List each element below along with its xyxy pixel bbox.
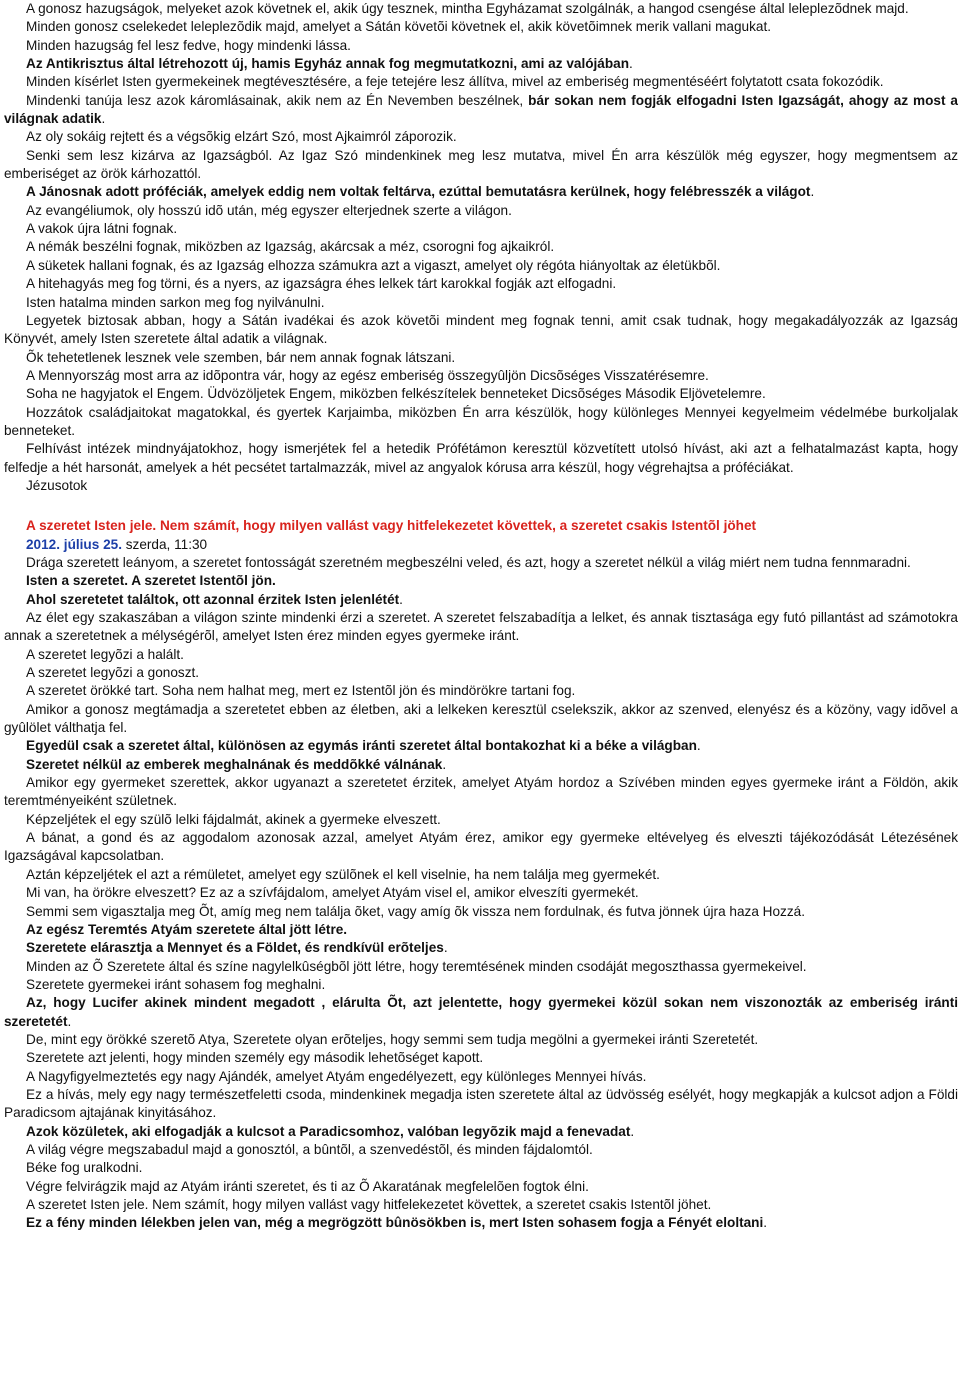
- paragraph: [4, 536, 958, 554]
- text-segment: Szeretet nélkül az emberek meghalnának és meddõkké válnának: [26, 756, 443, 772]
- paragraph: [4, 554, 958, 572]
- paragraph: [4, 1031, 958, 1049]
- text-segment: Az Antikrisztus által létrehozott új, hamis Egyház annak fog megmutatkozni, ami az valójában: [26, 56, 630, 72]
- paragraph: [4, 349, 958, 367]
- section-title: A szeretet Isten jele. Nem számít, hogy milyen vallást vagy hitfelekezetet követtek, a szeretet csakis Istentõl jöhet: [26, 518, 757, 534]
- paragraph: [4, 385, 958, 403]
- text-segment: Az oly sokáig rejtett és a végsõkig elzárt Szó, most Ajkaimról záporozik.: [26, 129, 457, 145]
- paragraph: [4, 18, 958, 36]
- text-segment: Minden kísérlet Isten gyermekeinek megtévesztésére, a feje tetejére lesz állítva, mivel az emberiség megmentéséért folytatott csata fokozódik.: [26, 74, 884, 90]
- text-segment: Szeretete azt jelenti, hogy minden személy egy második lehetõséget kapott.: [26, 1050, 484, 1066]
- text-segment: Ez a fény minden lélekben jelen van, még a megrögzött bûnösökben is, mert Isten sohasem fogja a Fényét eloltani: [26, 1215, 764, 1231]
- text-segment: Drága szeretett leányom, a szeretet fontosságát szeretném megbeszélni veled, és azt, hogy a szeretet nélkül a világ miért nem tudna fennmaradni.: [26, 554, 911, 570]
- paragraph: [4, 609, 958, 646]
- paragraph: [4, 128, 958, 146]
- text-segment: .: [67, 1013, 72, 1029]
- text-segment: .: [810, 184, 815, 200]
- text-segment: .: [443, 940, 448, 956]
- text-segment: Minden az Õ Szeretete által és színe nagylelkûségbõl jött létre, hogy teremtésének minden csodáját megoszthassa gyermekeivel.: [26, 958, 807, 974]
- paragraph: [4, 829, 958, 866]
- text-segment: Béke fog uralkodni.: [26, 1160, 143, 1176]
- paragraph: [4, 37, 958, 55]
- text-segment: A szeretet Isten jele. Nem számít, hogy milyen vallást vagy hitfelekezetet követtek, a szeretet csakis Istentõl jöhet.: [26, 1197, 712, 1212]
- text-segment: A némák beszélni fognak, miközben az Igazság, akárcsak a méz, csorogni fog ajkaikról.: [26, 239, 555, 255]
- paragraph: [4, 238, 958, 256]
- message-date: 2012. július 25.: [26, 536, 122, 552]
- text-segment: A Jánosnak adott próféciák, amelyek eddig nem voltak feltárva, ezúttal bemutatásra kerülnek, hogy felébresszék a világot: [26, 184, 811, 200]
- text-segment: A Mennyország most arra az idõpontra vár, hogy az egész emberiség összegyûljön Dicsõséges Visszatérésemre.: [26, 367, 709, 383]
- paragraph: [4, 220, 958, 238]
- paragraph: [4, 884, 958, 902]
- text-segment: .: [629, 56, 633, 72]
- text-segment: A Nagyfigyelmeztetés egy nagy Ajándék, amelyet Atyám engedélyezett, egy különleges Mennyei hívás.: [26, 1068, 647, 1084]
- paragraph: [4, 646, 958, 664]
- text-segment: Minden hazugság fel lesz fedve, hogy mindenki lássa.: [26, 37, 351, 53]
- paragraph: [4, 756, 958, 774]
- text-segment: Ez a hívás, mely egy nagy természetfeletti csoda, mindenkinek megadja isten szeretete által az üdvösség esélyét, hogy megkapják a kulcsot adjon a Földi Paradicsom ajtajának kinyitásához.: [4, 1086, 958, 1121]
- text-segment: bár sokan nem fogják elfogadni Isten Igazságát, ahogy az most a világnak adatik: [4, 92, 958, 127]
- text-segment: Semmi sem vigasztalja meg Õt, amíg meg nem találja õket, vagy amíg õk vissza nem fordulnak, és futva jönnek újra haza Hozzá.: [26, 903, 805, 919]
- paragraph: [4, 55, 958, 73]
- text-segment: A szeretet legyõzi a halált.: [26, 646, 184, 662]
- text-segment: A hitehagyás meg fog törni, és a nyers, az igazságra éhes lelkek tárt karokkal fogják azt elfogadni.: [26, 276, 617, 292]
- paragraph: [4, 1123, 958, 1141]
- paragraph: [4, 0, 958, 18]
- text-segment: .: [696, 738, 701, 754]
- paragraph: [4, 976, 958, 994]
- paragraph: [4, 737, 958, 755]
- text-segment: Képzeljétek el egy szülõ lelki fájdalmát, akinek a gyermeke elveszett.: [26, 811, 441, 827]
- text-segment: Hozzátok családjaitokat magatokkal, és gyertek Karjaimba, miközben Én arra készülök, hogy különleges Mennyei kegyelmeim védelmébe burkoljalak benneteket.: [4, 404, 958, 438]
- text-segment: De, mint egy örökké szeretõ Atya, Szeretete olyan erõteljes, hogy semmi sem tudja megölni a gyermekei iránti Szeretetét.: [26, 1031, 759, 1047]
- text-segment: Jézusotok: [26, 477, 88, 493]
- text-segment: A világ végre megszabadul majd a gonosztól, a bûntõl, a szenvedéstõl, és minden fájdalomtól.: [26, 1141, 593, 1157]
- text-segment: Az, hogy Lucifer akinek mindent megadott , elárulta Õt, azt jelentette, hogy gyermekei közül sokan nem viszonozták az emberiség iránti szeretetét: [4, 995, 958, 1029]
- text-segment: szerda, 11:30: [121, 536, 208, 552]
- paragraph: [4, 517, 958, 535]
- text-segment: Szeretete gyermekei iránt sohasem fog meghalni.: [26, 976, 326, 992]
- paragraph: [4, 312, 958, 349]
- text-segment: Az élet egy szakaszában a világon szinte mindenki érzi a szeretet. A szeretet felszabadítja a lelket, és annak tisztasága egy futó pillantást ad számotokra annak a szeretetnek a mélységérõl, amelyet Isten érez minden egyes gyermeke iránt.: [4, 610, 958, 644]
- text-segment: A szeretet legyõzi a gonoszt.: [26, 665, 200, 681]
- text-segment: Soha ne hagyjatok el Engem. Üdvözöljetek Engem, miközben felkészítelek benneteket Dicsõséges Második Eljövetelemre.: [26, 386, 766, 402]
- text-segment: A vakok újra látni fognak.: [26, 221, 178, 237]
- text-segment: .: [442, 756, 447, 772]
- paragraph: [4, 572, 958, 590]
- text-segment: Végre felvirágzik majd az Atyám iránti szeretet, és ti az Õ Akaratának megfelelõen fogtok élni.: [26, 1178, 589, 1194]
- text-segment: Felhívást intézek mindnyájatokhoz, hogy ismerjétek fel a hetedik Prófétámon keresztül közvetített utolsó hívást, aki azt a felhatalmazást kapta, hogy felfedje a hét harsonát, amelyek a hét pecsétet tartalmazzák, mivel az angyalok kórusa arra készül, hogy végrehajtsa a próféciákat.: [4, 441, 958, 475]
- text-segment: Ahol szeretetet találtok, ott azonnal érzitek Isten jelenlétét: [26, 591, 400, 607]
- text-segment: Aztán képzeljétek el azt a rémületet, amelyet egy szülõnek el kell viselnie, ha nem találja meg gyermekét.: [26, 866, 660, 882]
- text-segment: Minden gonosz cselekedet leleplezõdik majd, amelyet a Sátán követõi követnek el, akik követõimnek merik vallani magukat.: [26, 19, 772, 35]
- paragraph: [4, 903, 958, 921]
- paragraph: [4, 477, 958, 495]
- text-segment: Amikor egy gyermeket szerettek, akkor ugyanazt a szeretetet érzitek, amelyet Atyám hordoz a Szívében minden egyes gyermeke iránt a Földön, akik teremtményeiként születnek.: [4, 775, 958, 809]
- text-segment: A szeretet örökké tart. Soha nem halhat meg, mert ez Istentõl jön és mindörökre tartani fog.: [26, 683, 576, 699]
- text-segment: Mindenki tanúja lesz azok káromlásainak, akik nem az Én Nevemben beszélnek,: [26, 92, 529, 108]
- text-segment: Az egész Teremtés Atyám szeretete által jött létre.: [26, 921, 348, 937]
- paragraph: [4, 591, 958, 609]
- paragraph: [4, 701, 958, 738]
- paragraph: [4, 202, 958, 220]
- text-segment: .: [763, 1215, 768, 1231]
- text-segment: Legyetek biztosak abban, hogy a Sátán ivadékai és azok követõi mindent meg fognak tenni, amit csak tudnak, hogy megakadályozzák az Igazság Könyvét, amely Isten szeretete által adatik a világnak.: [4, 312, 958, 347]
- paragraph: [4, 994, 958, 1031]
- paragraph: [4, 682, 958, 700]
- text-segment: Szeretete elárasztja a Mennyet és a Földet, és rendkívül erõteljes: [26, 940, 444, 956]
- paragraph: [4, 866, 958, 884]
- paragraph: [4, 404, 958, 441]
- paragraph: [4, 1178, 958, 1196]
- paragraph: [4, 774, 958, 811]
- text-segment: .: [101, 111, 106, 127]
- paragraph: [4, 958, 958, 976]
- paragraph: [4, 1049, 958, 1067]
- text-segment: Isten a szeretet. A szeretet Istentõl jön.: [26, 573, 276, 589]
- text-segment: Egyedül csak a szeretet által, különösen az egymás iránti szeretet által bontakozhat ki a béke a világban: [26, 738, 697, 754]
- text-segment: .: [630, 1123, 635, 1139]
- paragraph: [4, 664, 958, 682]
- paragraph: [4, 1159, 958, 1177]
- paragraph: [4, 1086, 958, 1123]
- paragraph: [4, 921, 958, 939]
- paragraph: [4, 811, 958, 829]
- text-segment: Azok közületek, aki elfogadják a kulcsot a Paradicsomhoz, valóban legyõzik majd a fenevadat: [26, 1123, 631, 1139]
- text-segment: Mi van, ha örökre elveszett? Ez az a szívfájdalom, amelyet Atyám visel el, amikor elveszíti gyermekét.: [26, 885, 639, 901]
- paragraph: [4, 939, 958, 957]
- paragraph: [4, 183, 958, 201]
- text-segment: Az evangéliumok, oly hosszú idõ után, még egyszer elterjednek szerte a világon.: [26, 202, 512, 218]
- paragraph: [4, 147, 958, 184]
- text-segment: A bánat, a gond és az aggodalom azonosak azzal, amelyet Atyám érez, amikor egy gyermeke eltévelyeg és elveszti tájékozódását Létezésének Igazságával kapcsolatban.: [4, 830, 958, 864]
- paragraph: [4, 92, 958, 129]
- text-segment: A süketek hallani fognak, és az Igazság elhozza számukra azt a vigaszt, amelyet oly régóta hiányoltak az életükbõl.: [26, 257, 721, 273]
- paragraph: [4, 440, 958, 477]
- paragraph: [4, 1214, 958, 1232]
- paragraph: [4, 275, 958, 293]
- paragraph: [4, 257, 958, 275]
- paragraph: [4, 73, 958, 91]
- paragraph: [4, 367, 958, 385]
- paragraph: [4, 1141, 958, 1159]
- text-segment: A gonosz hazugságok, melyeket azok követnek el, akik úgy tesznek, mintha Egyházamat szolgálnák, a hangod csengése által leleplezõdnek majd.: [26, 1, 909, 16]
- text-segment: Õk tehetetlenek lesznek vele szemben, bár nem annak fognak látszani.: [26, 349, 456, 365]
- text-segment: Amikor a gonosz megtámadja a szeretetet ebben az életben, aki a lelkeken keresztül cselekszik, akkor az szenved, elenyész és a közöny, vagy idõvel a gyûlölet válthatja fel.: [4, 701, 958, 736]
- paragraph: [4, 1068, 958, 1086]
- text-segment: Isten hatalma minden sarkon meg fog nyilvánulni.: [26, 294, 325, 310]
- paragraph: [4, 294, 958, 312]
- paragraph: [4, 1196, 958, 1214]
- text-segment: Senki sem lesz kizárva az Igazságból. Az Igaz Szó mindenkinek meg lesz mutatva, mivel Én arra készülök még egyszer, hogy megmentsem az emberiséget az örök kárhozattól.: [4, 147, 958, 182]
- text-segment: .: [399, 591, 403, 607]
